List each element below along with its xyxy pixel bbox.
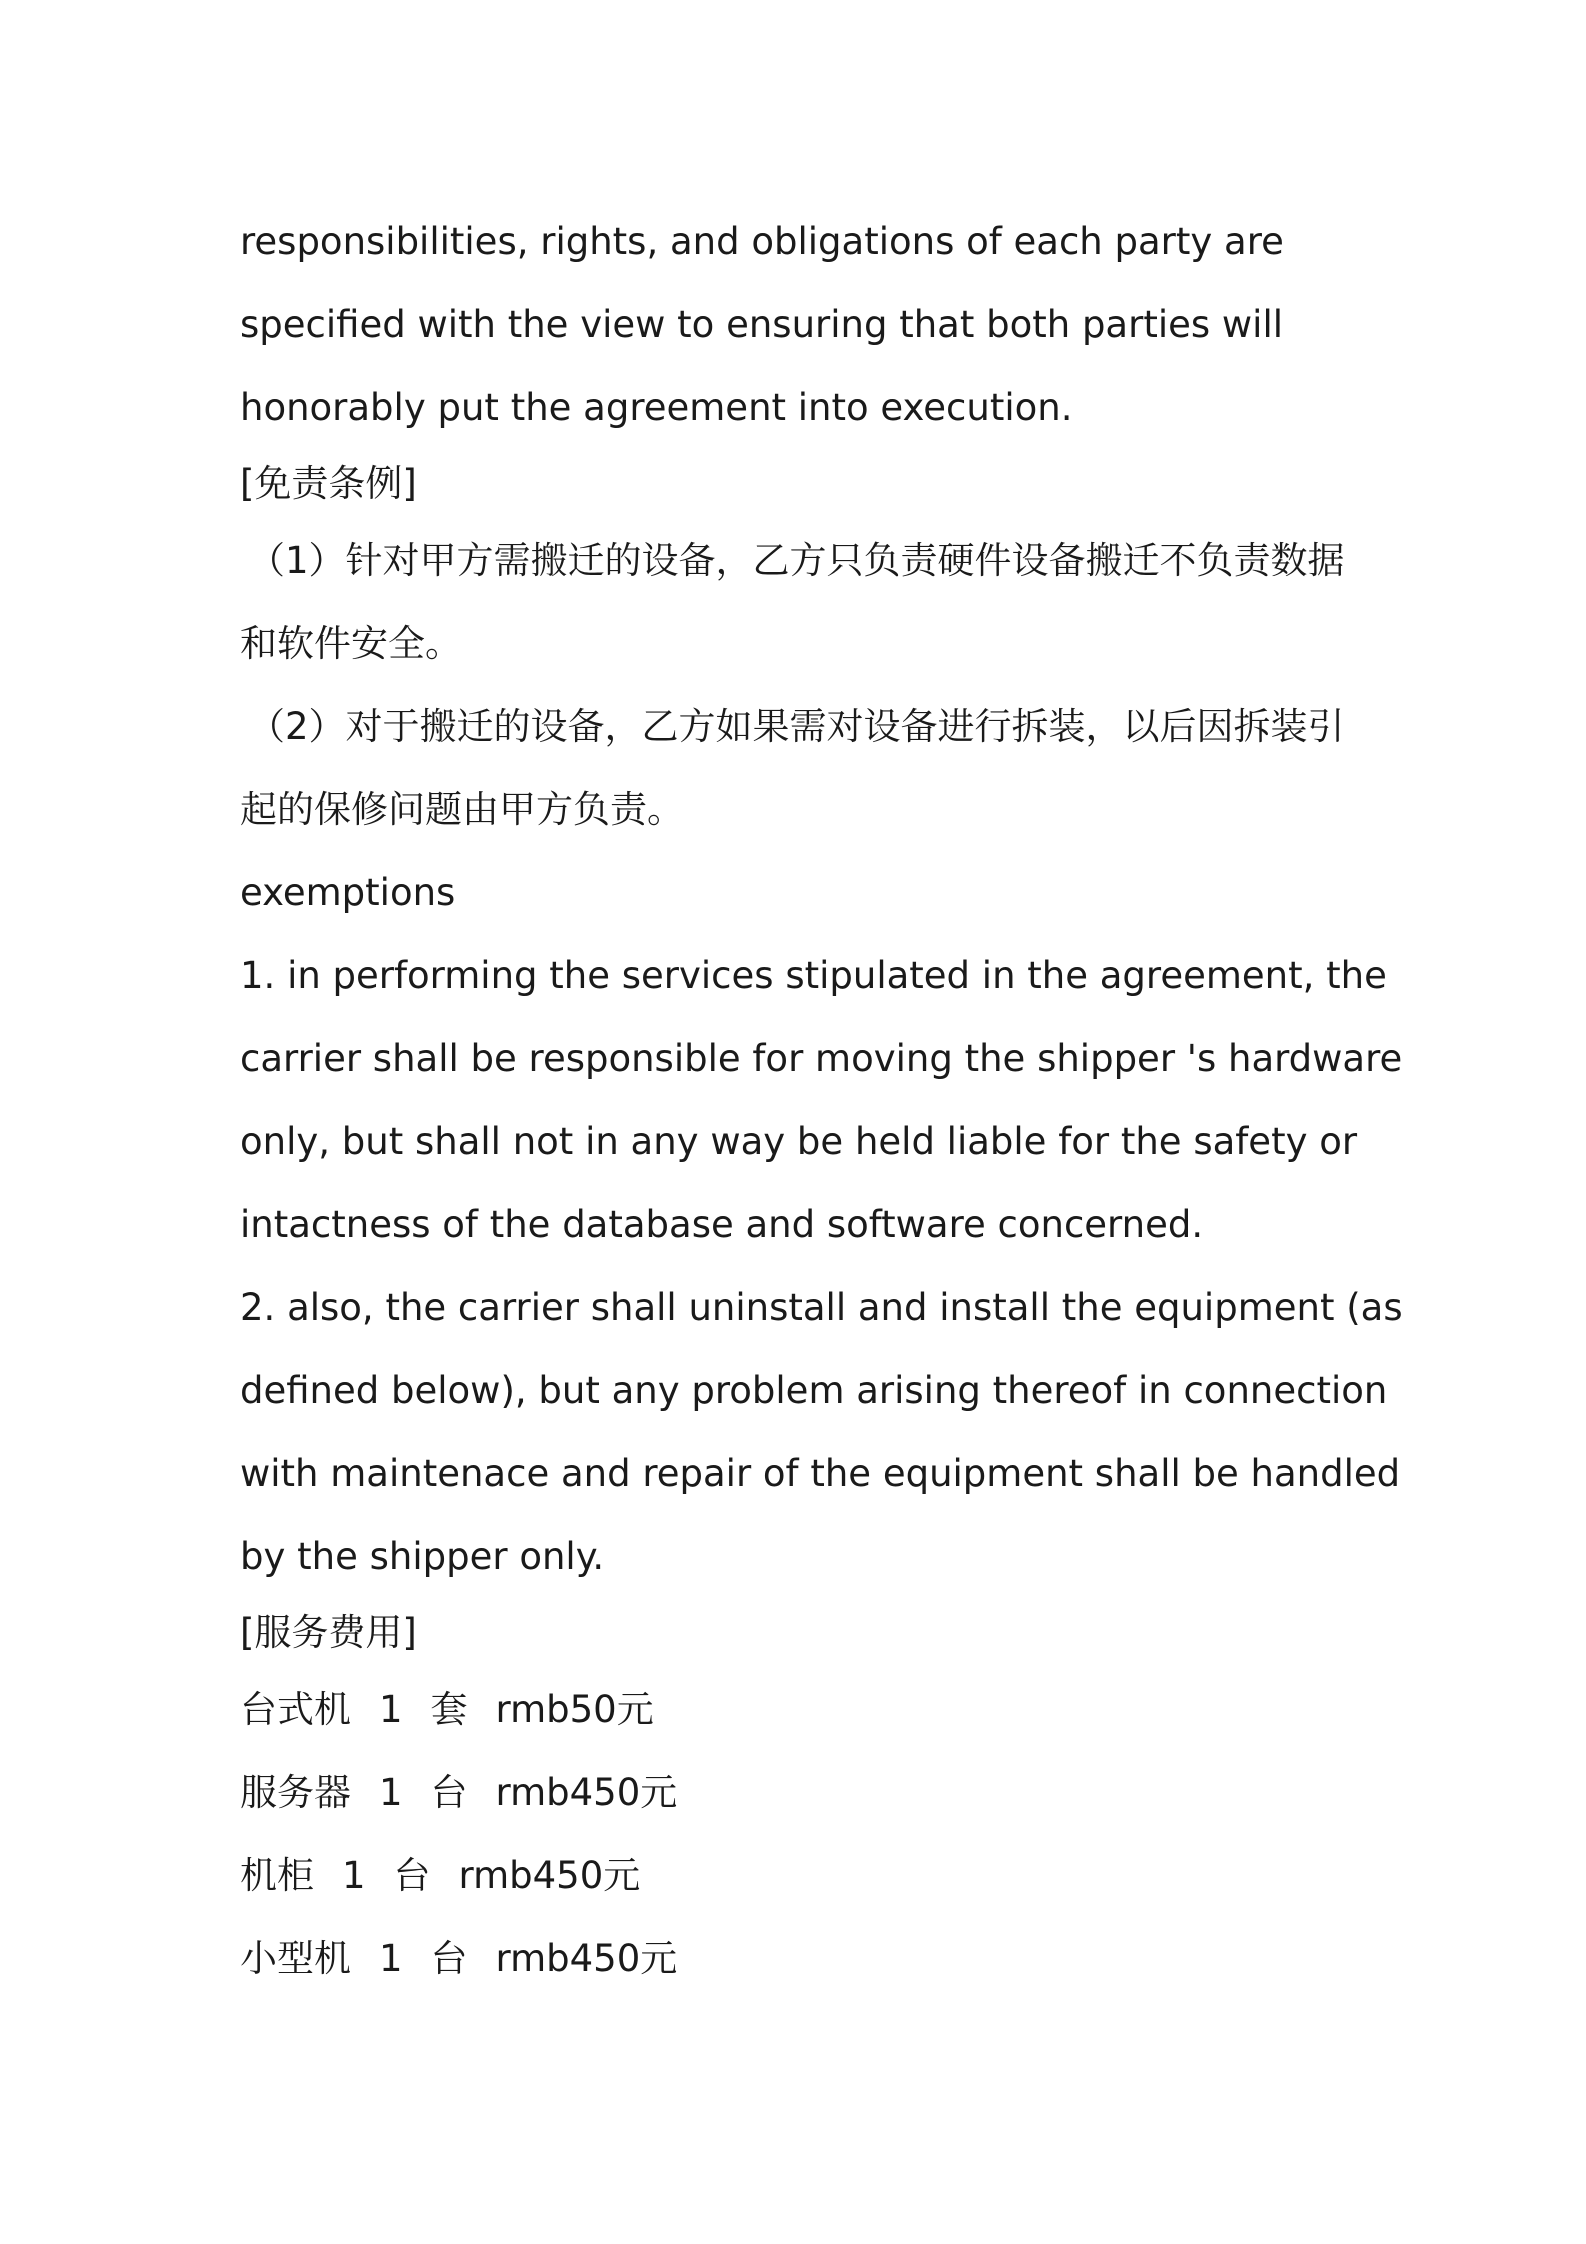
fee-item-name: 机柜 bbox=[240, 1854, 314, 1897]
clause-line: only, but shall not in any way be held liable for the safety or bbox=[240, 1120, 1358, 1163]
fee-item-price: rmb450元 bbox=[495, 1937, 678, 1980]
fee-item-qty: 1 bbox=[342, 1854, 366, 1897]
clause-line: 2. also, the carrier shall uninstall and install the equipment (as bbox=[240, 1286, 1403, 1329]
fee-item-unit: 台 bbox=[393, 1854, 431, 1897]
clause-line: 起的保修问题由甲方负责。 bbox=[240, 788, 684, 831]
fee-list bbox=[240, 1668, 1370, 2000]
fee-item-qty: 1 bbox=[379, 1771, 403, 1814]
fee-item-price: rmb50元 bbox=[495, 1688, 654, 1731]
fee-item bbox=[240, 1751, 1370, 1834]
exemption-clause-2-en bbox=[240, 1266, 1403, 1598]
fee-item-unit: 套 bbox=[430, 1688, 468, 1731]
fee-item-qty: 1 bbox=[379, 1937, 403, 1980]
clause-line: with maintenace and repair of the equipment shall be handled bbox=[240, 1452, 1401, 1495]
fee-item bbox=[240, 1668, 1370, 1751]
clause-line: defined below), but any problem arising thereof in connection bbox=[240, 1369, 1388, 1412]
exemption-clause-2-zh bbox=[240, 685, 1370, 851]
fee-item-unit: 台 bbox=[430, 1771, 468, 1814]
continued-paragraph bbox=[240, 200, 1370, 449]
exemption-clause-1-zh bbox=[240, 519, 1370, 685]
fee-item-price: rmb450元 bbox=[495, 1771, 678, 1814]
fee-item-name: 小型机 bbox=[240, 1937, 351, 1980]
exemption-clause-1-en bbox=[240, 934, 1403, 1266]
exemption-heading-zh: [免责条例] bbox=[240, 462, 417, 505]
paragraph-line: responsibilities, rights, and obligations of each party are bbox=[240, 220, 1284, 263]
clause-line: by the shipper only. bbox=[240, 1535, 605, 1578]
clause-line: （2）对于搬迁的设备，乙方如果需对设备进行拆装，以后因拆装引 bbox=[248, 705, 1345, 748]
exemption-heading-en: exemptions bbox=[240, 871, 456, 914]
fee-item-name: 服务器 bbox=[240, 1771, 351, 1814]
fee-item bbox=[240, 1834, 1370, 1917]
fee-item-unit: 台 bbox=[430, 1937, 468, 1980]
clause-line: carrier shall be responsible for moving the shipper 's hardware bbox=[240, 1037, 1403, 1080]
clause-line: （1）针对甲方需搬迁的设备，乙方只负责硬件设备搬迁不负责数据 bbox=[248, 539, 1345, 582]
fee-item-qty: 1 bbox=[379, 1688, 403, 1731]
fee-heading-zh: [服务费用] bbox=[240, 1611, 417, 1654]
paragraph-line: honorably put the agreement into execution. bbox=[240, 386, 1073, 429]
fee-item-price: rmb450元 bbox=[458, 1854, 641, 1897]
clause-line: 和软件安全。 bbox=[240, 622, 462, 665]
fee-item bbox=[240, 1917, 1370, 2000]
fee-item-name: 台式机 bbox=[240, 1688, 351, 1731]
paragraph-line: specified with the view to ensuring that both parties will bbox=[240, 303, 1284, 346]
clause-line: 1. in performing the services stipulated in the agreement, the bbox=[240, 954, 1387, 997]
clause-line: intactness of the database and software concerned. bbox=[240, 1203, 1204, 1246]
document-body bbox=[240, 200, 1403, 2000]
